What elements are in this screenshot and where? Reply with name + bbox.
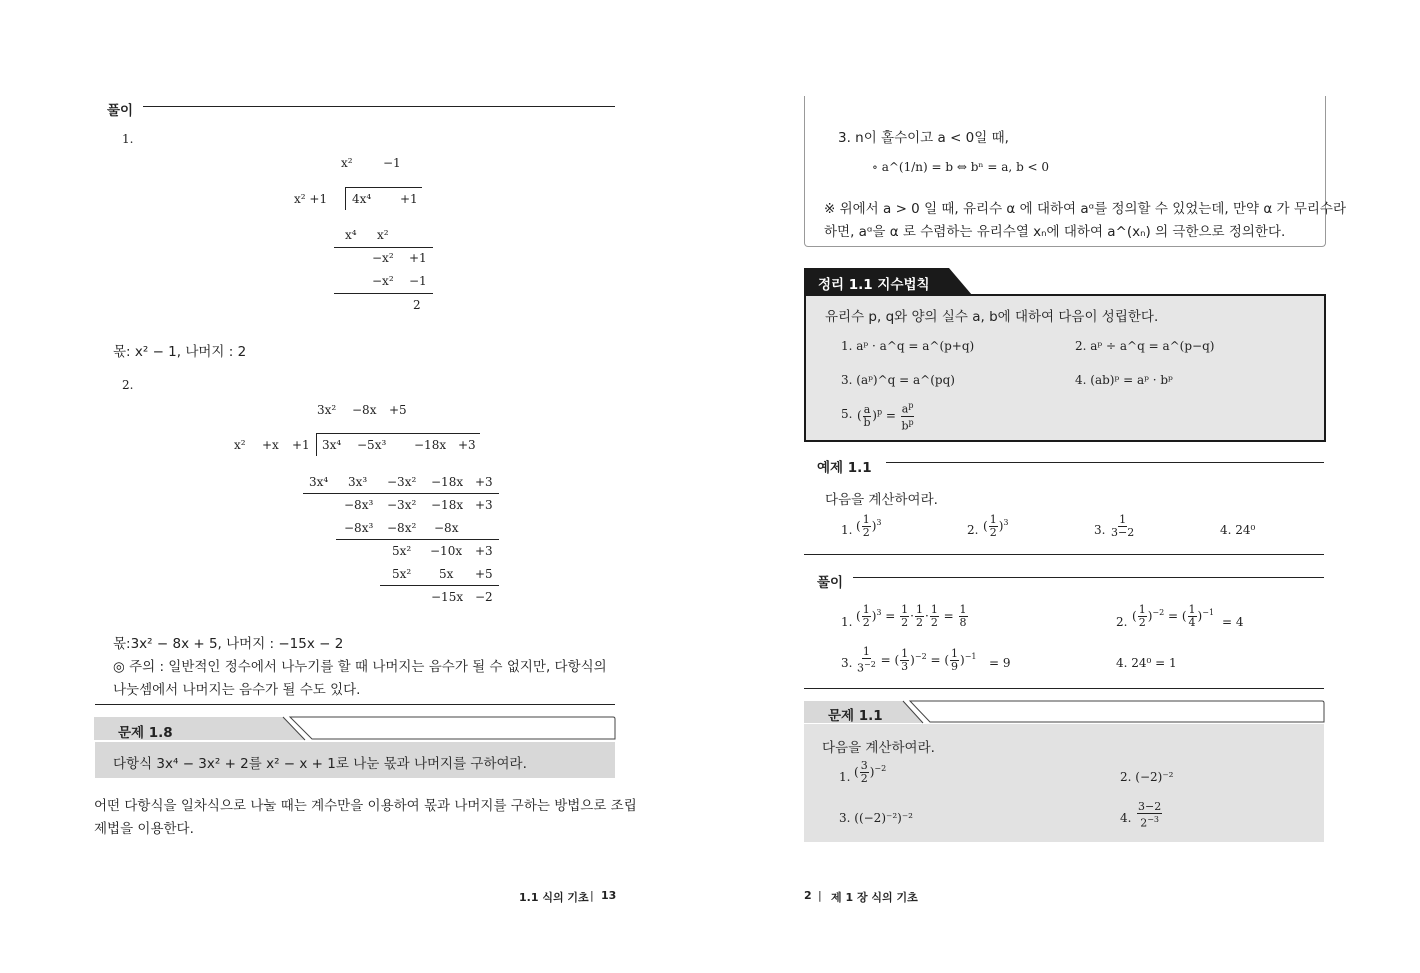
step-term: +5: [475, 567, 493, 581]
problem-formula: $\frac{3-2}{2^{-3}}$: [1138, 800, 1162, 830]
law: 5.: [841, 407, 853, 421]
note-line: 나눗셈에서 나머지는 음수가 될 수도 있다.: [113, 682, 361, 698]
box-note: 하면, aᵅ을 α 로 수렴하는 유리수열 xₙ에 대하여 a^(xₙ) 의 극한으로 정의한다.: [824, 224, 1286, 240]
footer-section: 제 1 장 식의 기초: [831, 891, 918, 904]
problem-text: 다항식 3x⁴ − 3x² + 2를 x² − x + 1로 나눈 몫과 나머지를 구하여라.: [113, 756, 527, 772]
heading-rule: [143, 106, 615, 107]
dividend-term: +3: [458, 438, 476, 452]
step-term: −8x³: [344, 521, 374, 535]
box-item: 3. n이 홀수이고 a < 0일 때,: [838, 130, 1009, 146]
example-item: 1.: [841, 523, 853, 537]
divisor-term: x²: [234, 438, 246, 452]
example-label: 예제 1.1: [817, 460, 872, 476]
quotient-term: −8x: [352, 403, 377, 417]
example-formula: ( $\frac{1}{2}$ )$^3$: [856, 513, 882, 539]
step-term: −8x³: [344, 498, 374, 512]
problem-intro: 다음을 계산하여라.: [822, 740, 935, 756]
solution-result: = 9: [989, 656, 1011, 670]
law: 1. aᵖ · a^q = a^(p+q): [841, 339, 975, 353]
step-term: 5x²: [392, 544, 412, 558]
solution-formula: ( $\frac{1}{2}$ )$^3$ = $\frac{1}{2}$ · $\frac{1}{2}$ · $\frac{1}{2}$ = $\frac{1}{8}$: [856, 603, 967, 629]
example-item: 2.: [967, 523, 979, 537]
law: 3. (aᵖ)^q = a^(pq): [841, 373, 955, 387]
dividend-term: −5x³: [357, 438, 387, 452]
dividend-term: 3x⁴: [322, 438, 342, 452]
remainder: −2: [475, 590, 493, 604]
step-term: −3x²: [387, 475, 417, 489]
solution-formula: ( $\frac{1}{2}$ )$^{-2}$ = ( $\frac{1}{4}$ )$^{-1}$: [1132, 603, 1215, 629]
note-line: ◎ 주의 : 일반적인 정수에서 나누기를 할 때 나머지는 음수가 될 수 없지만, 다항식의: [113, 659, 607, 675]
problem-label: 문제 1.8: [118, 725, 173, 741]
item-number: 1.: [122, 132, 134, 146]
example-item: 4. 24⁰: [1220, 523, 1256, 537]
step-term: −3x²: [387, 498, 417, 512]
step-term: +1: [409, 251, 427, 265]
answer-1: 몫: x² − 1, 나머지 : 2: [113, 344, 247, 360]
solution-item: 4. 24⁰ = 1: [1116, 656, 1177, 670]
quotient-term: −1: [383, 156, 401, 170]
footer-section: 1.1 식의 기초: [519, 891, 589, 904]
solution-item: 1.: [841, 615, 853, 629]
box-formula: ∘ a^(1/n) = b ⇔ bⁿ = a, b < 0: [872, 160, 1050, 174]
step-term: −8x²: [387, 521, 417, 535]
remainder: −15x: [431, 590, 464, 604]
footer-separator: |: [590, 889, 594, 902]
page-number: 2: [804, 889, 812, 902]
step-term: 3x⁴: [309, 475, 329, 489]
step-term: x²: [377, 228, 389, 242]
problem-item: 3. ((−2)⁻²)⁻²: [839, 811, 913, 825]
step-term: 5x²: [392, 567, 412, 581]
quotient-term: 3x²: [317, 403, 337, 417]
law: 2. aᵖ ÷ a^q = a^(p−q): [1075, 339, 1215, 353]
problem-item: 1.: [839, 770, 851, 784]
example-intro: 다음을 계산하여라.: [825, 492, 938, 508]
problem-item: 4.: [1120, 811, 1132, 825]
box-note: ※ 위에서 a > 0 일 때, 유리수 α 에 대하여 aᵅ를 정의할 수 있었는데, 만약 α 가 무리수라: [824, 201, 1346, 217]
step-term: −10x: [430, 544, 463, 558]
problem-formula: ( $\frac{3}{2}$ )$^{-2}$: [854, 759, 887, 785]
page-number: 13: [601, 889, 617, 902]
example-formula: ( $\frac{1}{2}$ )$^3$: [983, 513, 1009, 539]
step-term: −18x: [431, 498, 464, 512]
problem-label: 문제 1.1: [828, 708, 883, 724]
step-term: −x²: [372, 251, 394, 265]
answer-2: 몫:3x² − 8x + 5, 나머지 : −15x − 2: [113, 636, 344, 652]
divisor-term: +x: [262, 438, 279, 452]
solution-result: = 4: [1222, 615, 1244, 629]
law-5-formula: ( $\frac{a}{b}$ )$^p$ = $\frac{a^p}{b^p}$: [857, 401, 914, 433]
theorem-label: 정리 1.1 지수법칙: [818, 277, 930, 293]
footer-separator: |: [818, 889, 822, 902]
step-term: 5x: [439, 567, 454, 581]
quotient-term: x²: [341, 156, 353, 170]
remainder: 2: [413, 298, 421, 312]
divisor-term: +1: [292, 438, 310, 452]
step-term: −1: [409, 274, 427, 288]
quotient-term: +5: [389, 403, 407, 417]
step-term: −8x: [434, 521, 459, 535]
paragraph-line: 제법을 이용한다.: [94, 821, 194, 837]
solution-formula: $\frac{1}{3^{-2}}$ = ( $\frac{1}{3}$ )$^{-2}$ = ( $\frac{1}{9}$ )$^{-1}$: [857, 645, 977, 675]
step-term: 3x³: [348, 475, 368, 489]
dividend-term: −18x: [414, 438, 447, 452]
item-number: 2.: [122, 378, 134, 392]
solution-heading: 풀이: [817, 575, 844, 591]
step-term: −x²: [372, 274, 394, 288]
step-term: +3: [475, 498, 493, 512]
divisor: x² +1: [294, 192, 328, 206]
step-term: x⁴: [345, 228, 357, 242]
example-item: 3.: [1094, 523, 1106, 537]
solution-heading: 풀이: [107, 103, 134, 119]
theorem-intro: 유리수 p, q와 양의 실수 a, b에 대하여 다음이 성립한다.: [825, 309, 1159, 325]
law: 4. (ab)ᵖ = aᵖ · bᵖ: [1075, 373, 1173, 387]
paragraph-line: 어떤 다항식을 일차식으로 나눌 때는 계수만을 이용하여 몫과 나머지를 구하는 방법으로 조립: [94, 798, 637, 814]
solution-item: 3.: [841, 656, 853, 670]
solution-item: 2.: [1116, 615, 1128, 629]
dividend-term: 4x⁴: [352, 192, 372, 206]
step-term: +3: [475, 544, 493, 558]
dividend-term: +1: [400, 192, 418, 206]
step-term: +3: [475, 475, 493, 489]
problem-item: 2. (−2)⁻²: [1120, 770, 1174, 784]
example-formula: $\frac{1}{3-2}$: [1111, 513, 1135, 539]
step-term: −18x: [431, 475, 464, 489]
